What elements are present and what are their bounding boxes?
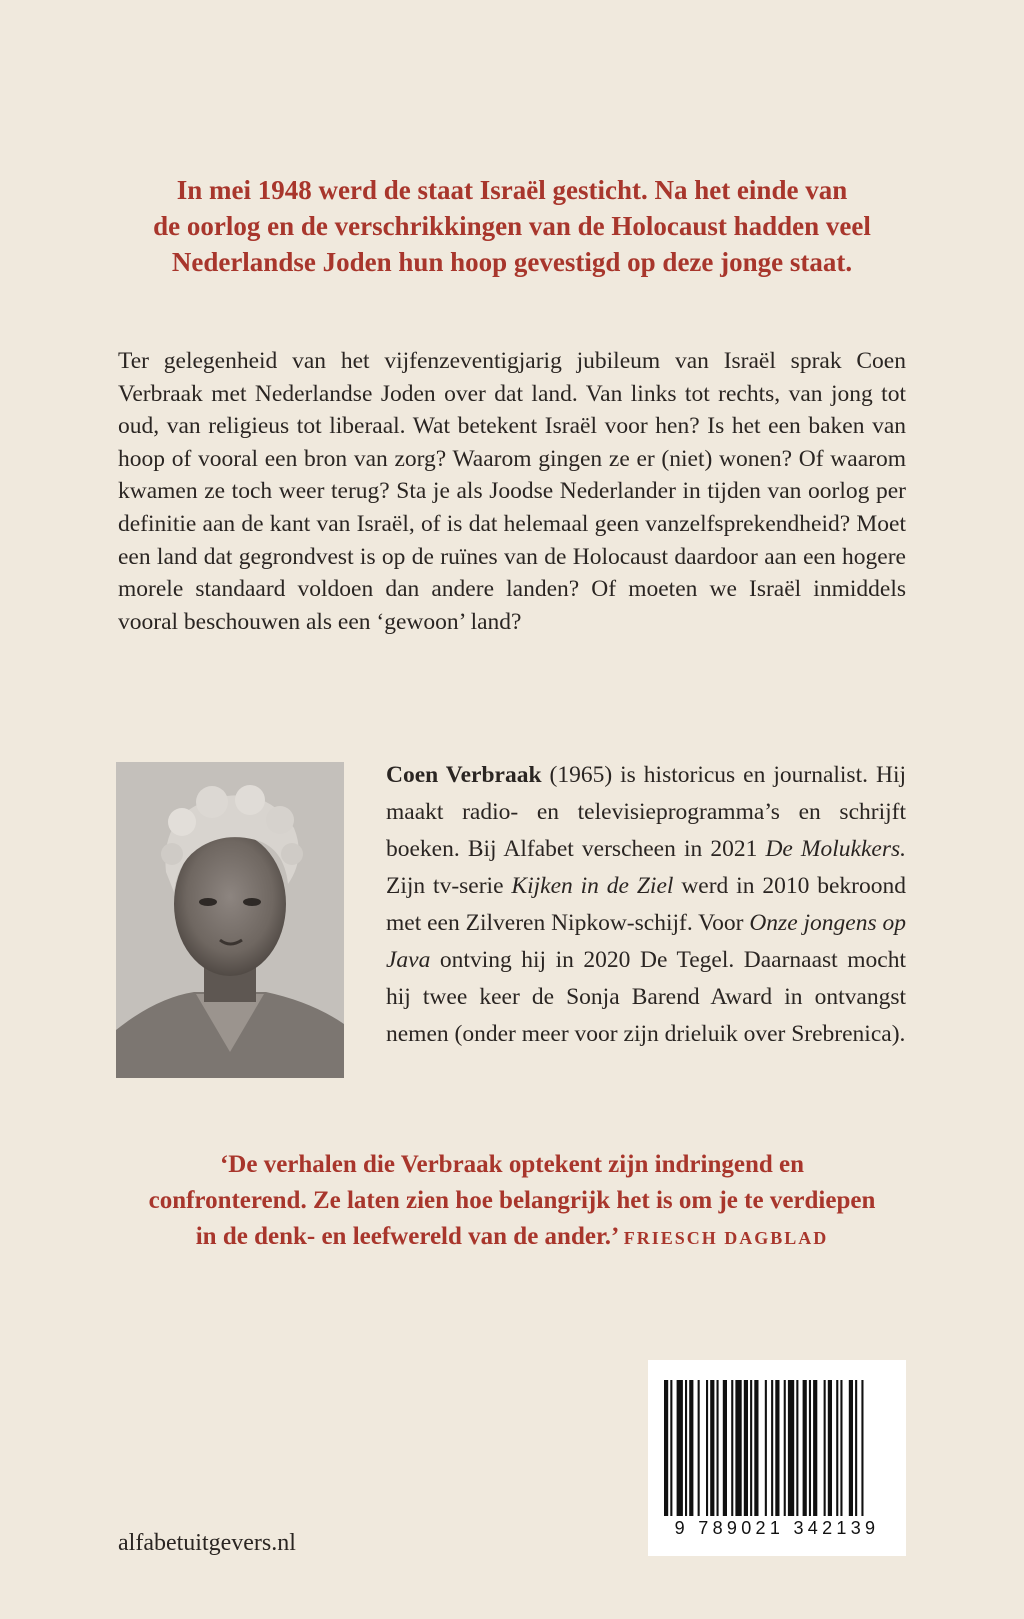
barcode-bar [698, 1380, 700, 1516]
barcode-bar [840, 1380, 842, 1516]
bio-text: (1965) is historicus en journalist. Hij maakt radio- en televisieprogramma’s en schrijft boeken. Bij Alfabet verscheen in 2021 [386, 762, 906, 862]
barcode-bar [670, 1380, 672, 1516]
barcode-bar [784, 1380, 786, 1516]
author-name: Coen Verbraak [386, 762, 542, 788]
barcode-bar [689, 1380, 693, 1516]
intro-text [118, 172, 906, 280]
book-title: Onze jongens op Java [386, 910, 906, 973]
barcode-bar [824, 1380, 826, 1516]
book-title: De Molukkers. [765, 836, 906, 862]
author-portrait-illustration [116, 762, 344, 1078]
barcode-bar [723, 1380, 727, 1516]
barcode-bar [710, 1380, 714, 1516]
quote-line [118, 1219, 906, 1256]
barcode-bar [754, 1380, 758, 1516]
publisher-website: alfabetuitgevers.nl [118, 1530, 296, 1556]
barcode-bar [809, 1380, 811, 1516]
intro-line: In mei 1948 werd de staat Israël gesticht. Na het einde van [176, 175, 848, 205]
quote-source: FRIESCH DAGBLAD [623, 1228, 829, 1248]
barcode-bar [788, 1380, 794, 1516]
barcode-bar [664, 1380, 668, 1516]
barcode-bar [813, 1380, 817, 1516]
barcode-bars [664, 1380, 890, 1516]
barcode-bar [717, 1380, 719, 1516]
barcode-bar [750, 1380, 752, 1516]
barcode-bar [796, 1380, 798, 1516]
barcode-number: 9 789021 342139 [674, 1518, 880, 1538]
review-quote [118, 1147, 906, 1256]
barcode-bar [731, 1380, 733, 1516]
quote-line: confronterend. Ze laten zien hoe belangrijk het is om je te verdiepen [148, 1187, 876, 1214]
barcode-bar [775, 1380, 779, 1516]
barcode [648, 1360, 906, 1556]
author-photo [116, 762, 344, 1078]
body-paragraph: Ter gelegenheid van het vijfenzeventigjarig jubileum van Israël sprak Coen Verbraak met Nederlandse Joden over dat land. Van links tot rechts, van jong tot oud, van religieus tot liberaal. Wat betekent Israël voor hen? Is het een baken van hoop of vooral een bron van zorg? Waarom gingen ze er (niet) wonen? Of waarom kwamen ze toch weer terug? Sta je als Joodse Nederlander in tijden van oorlog per definitie aan de kant van Israël, of is dat helemaal geen vanzelfsprekendheid? Moet een land dat gegrondvest is op de ruïnes van de Holocaust daardoor aan een hogere morele standaard voldoen dan andere landen? Of moeten we Israël inmiddels vooral beschouwen als een ‘gewoon’ land? [118, 348, 906, 635]
barcode-bar [735, 1380, 741, 1516]
barcode-bar [849, 1380, 853, 1516]
quote-text: in de denk- en leefwereld van de ander.’ [195, 1223, 618, 1250]
barcode-bar [677, 1380, 683, 1516]
barcode-bar [765, 1380, 767, 1516]
barcode-bar [861, 1380, 863, 1516]
barcode-bar [771, 1380, 773, 1516]
barcode-bar [803, 1380, 807, 1516]
quote-line: ‘De verhalen die Verbraak optekent zijn indringend en [219, 1151, 805, 1178]
series-title: Kijken in de Ziel [511, 873, 674, 899]
bio-text: ontving hij in 2020 De Tegel. Daarnaast mocht hij twee keer de Sonja Barend Award in ontvangst nemen (onder meer voor zijn drieluik over Srebrenica). [386, 947, 906, 1047]
barcode-bar [706, 1380, 708, 1516]
barcode-bar [855, 1380, 857, 1516]
barcode-bar [828, 1380, 832, 1516]
bio-text: Zijn tv-serie [386, 873, 512, 899]
intro-line: Nederlandse Joden hun hoop gevestigd op deze jonge staat. [171, 247, 853, 277]
bio-text: werd in 2010 bekroond met een Zilveren Nipkow-schijf. Voor [386, 873, 906, 936]
intro-line: de oorlog en de verschrikkingen van de Holocaust hadden veel [153, 211, 871, 241]
author-bio [386, 757, 906, 1053]
barcode-bar [836, 1380, 838, 1516]
barcode-bar [685, 1380, 687, 1516]
barcode-bar [744, 1380, 748, 1516]
